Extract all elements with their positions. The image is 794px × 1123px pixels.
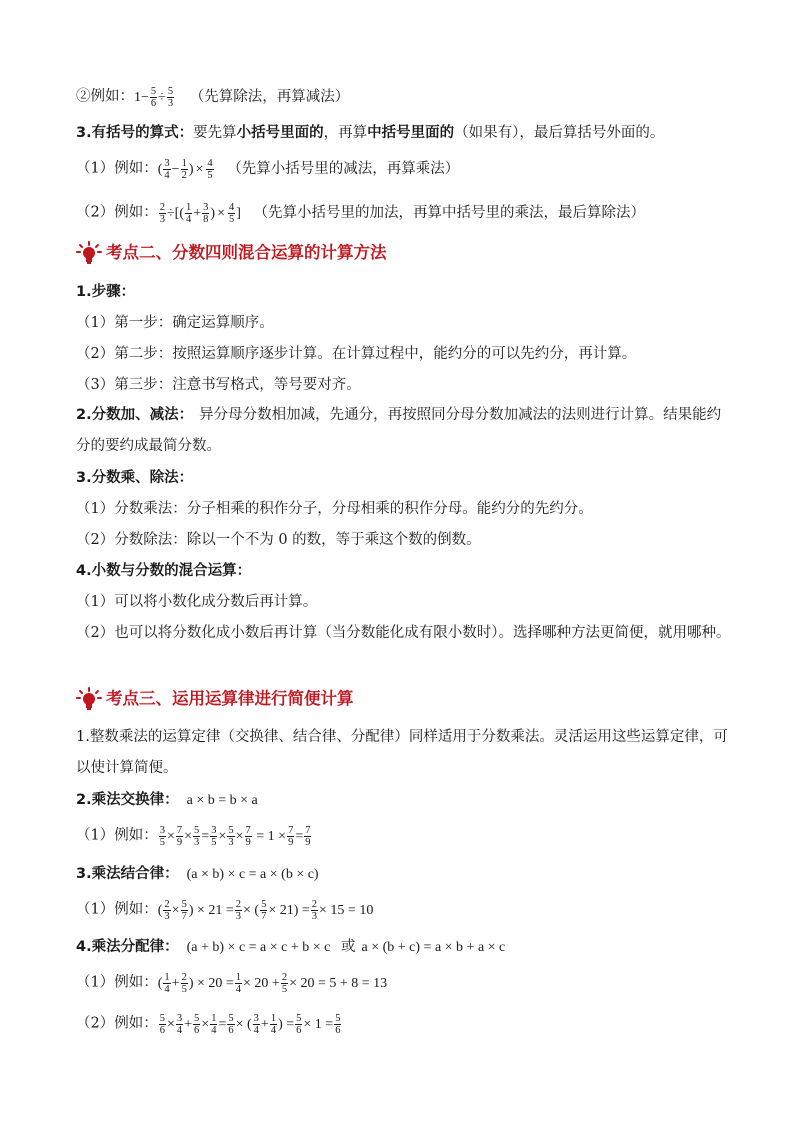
lightbulb-icon (76, 241, 102, 265)
math-expression: ( $\frac{2}{3}$ × $\frac{5}{7}$ ) × 21 = $\frac{2}{3}$ × ( $\frac{5}{7}$ × 21) = $\frac{2}{3}$ × 15 = 10 (157, 899, 374, 922)
math-expression: ( $\frac{1}{4}$ + $\frac{2}{5}$ ) × 20 = $\frac{1}{4}$ × 20 + $\frac{2}{5}$ × 20 = 5 + 8 = 13 (157, 972, 388, 995)
math-expression: $\frac{2}{3}$ ÷[( $\frac{1}{4}$ + $\frac{3}{8}$ ) × $\frac{4}{5}$ ] (159, 202, 241, 225)
divide-rule: （2）分数除法：除以一个不为 0 的数，等于乘这个数的倒数。 (76, 532, 481, 548)
multiply-rule: （1）分数乘法：分子相乘的积作分子，分母相乘的积作分母。能约分的先约分。 (76, 501, 593, 517)
distributive-example-1: （1）例如：( $\frac{1}{4}$ + $\frac{2}{5}$ ) × 20 = $\frac{1}{4}$ × 20 + $\frac{2}{5}$ × 20 = 5 + 8 = 13 (76, 972, 388, 995)
lightbulb-icon (76, 687, 102, 711)
example-line-2-subtraction-division: ②例如：1− $\frac{5}{6}$ ÷ $\frac{5}{3}$ （先算除法，再算减法） (76, 86, 350, 109)
section-heading-3: 考点三、运用运算律进行简便计算 (76, 686, 734, 712)
decimal-rule-1: （1）可以将小数化成分数后再计算。 (76, 594, 318, 610)
math-expression: 1− $\frac{5}{6}$ ÷ $\frac{5}{3}$ (134, 86, 174, 109)
steps-label: 1.步骤： (76, 284, 136, 300)
commutative-example: （1）例如： $\frac{3}{5}$ × $\frac{7}{9}$ × $\frac{5}{3}$ = $\frac{3}{5}$ × $\frac{5}{3}$ × $\frac{7}{9}$ = 1 × $\frac{7}{9}$ = $\frac{7}{9}$ (76, 825, 311, 848)
example-bracket-1: （1）例如：( $\frac{3}{4}$ − $\frac{1}{2}$ ) × $\frac{4}{5}$ （先算小括号里的减法，再算乘法） (76, 158, 460, 181)
math-expression: $\frac{3}{5}$ × $\frac{7}{9}$ × $\frac{5}{3}$ = $\frac{3}{5}$ × $\frac{5}{3}$ × $\frac{7}{9}$ = 1 × $\frac{7}{9}$ = $\frac{7}{9}$ (159, 825, 311, 848)
section-heading-2: 考点二、分数四则混合运算的计算方法 (76, 240, 734, 266)
step-2: （2）第二步：按照运算顺序逐步计算。在计算过程中，能约分的可以先约分，再计算。 (76, 346, 637, 362)
math-expression: $\frac{5}{6}$ × $\frac{3}{4}$ + $\frac{5}{6}$ × $\frac{1}{4}$ = $\frac{5}{6}$ × ( $\frac{3}{4}$ + $\frac{1}{4}$ ) = $\frac{5}{6}$ × 1 = $\frac{5}{6}$ (159, 1013, 341, 1036)
example-bracket-2: （2）例如： $\frac{2}{3}$ ÷[( $\frac{1}{4}$ + $\frac{3}{8}$ ) × $\frac{4}{5}$ ] （先算小括号里的加法，再算中括号里的乘法，最后算除法） (76, 202, 646, 225)
multiply-divide-label: 3.分数乘、除法： (76, 470, 194, 486)
commutative-law: 2.乘法交换律： a × b = b × a (76, 792, 258, 808)
decimal-fraction-label: 4.小数与分数的混合运算： (76, 563, 252, 579)
associative-law: 3.乘法结合律： (a × b) × c = a × (b × c) (76, 866, 319, 882)
distributive-law: 4.乘法分配律： (a + b) × c = a × c + b × c 或 a × (b + c) = a × b + a × c (76, 939, 506, 955)
laws-intro: 1.整数乘法的运算定律（交换律、结合律、分配律）同样适用于分数乘法。灵活运用这些运算定律，可以使计算简便。 (76, 729, 728, 776)
add-subtract-rule: 2.分数加、减法： 异分母分数相加减，先通分，再按照同分母分数加减法的法则进行计算。结果能约分的要约成最简分数。 (76, 407, 722, 454)
distributive-example-2: （2）例如： $\frac{5}{6}$ × $\frac{3}{4}$ + $\frac{5}{6}$ × $\frac{1}{4}$ = $\frac{5}{6}$ × ( $\frac{3}{4}$ + $\frac{1}{4}$ ) = $\frac{5}{6}$ × 1 = $\frac{5}{6}$ (76, 1013, 341, 1036)
decimal-rule-2: （2）也可以将分数化成小数后再计算（当分数能化成有限小数时）。选择哪种方法更简便，就用哪种。 (76, 625, 731, 641)
step-1: （1）第一步：确定运算顺序。 (76, 315, 274, 331)
associative-example: （1）例如：( $\frac{2}{3}$ × $\frac{5}{7}$ ) × 21 = $\frac{2}{3}$ × ( $\frac{5}{7}$ × 21) = $\frac{2}{3}$ × 15 = 10 (76, 899, 374, 922)
math-expression: ( $\frac{3}{4}$ − $\frac{1}{2}$ ) × $\frac{4}{5}$ (157, 158, 213, 181)
step-3: （3）第三步：注意书写格式，等号要对齐。 (76, 377, 361, 393)
rule-bracket-expressions: 3.有括号的算式：要先算小括号里面的，再算中括号里面的（如果有），最后算括号外面的。 (76, 125, 665, 141)
